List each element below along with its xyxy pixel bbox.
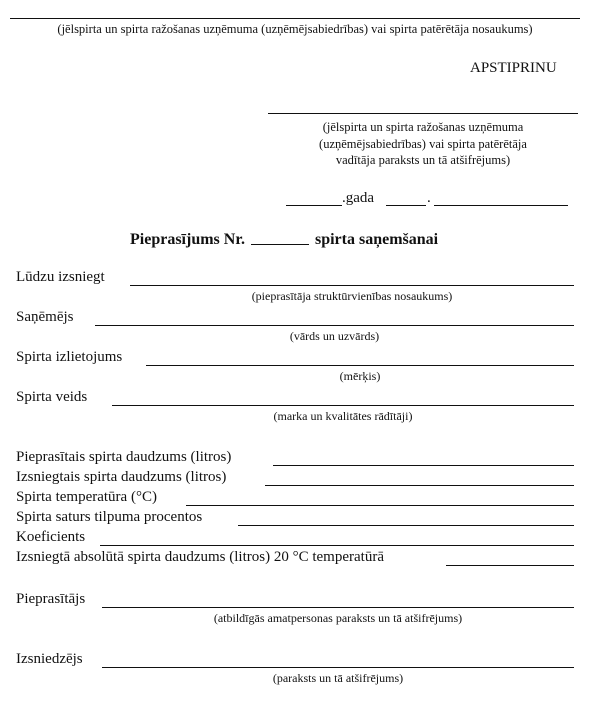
signature-caption-issuer: (paraksts un tā atšifrējums) bbox=[272, 671, 404, 685]
organization-caption: (jēlspirta un spirta ražošanas uzņēmuma (uzņēmējsabiedrības) vai spirta patērētāja nosaukums) bbox=[57, 22, 533, 36]
qty-line-issued[interactable] bbox=[265, 485, 574, 486]
date-dot: . bbox=[427, 190, 431, 206]
approval-caption-line3: vadītāja paraksts un tā atšifrējums) bbox=[335, 153, 511, 167]
qty-line-coefficient[interactable] bbox=[100, 545, 574, 546]
title-number-blank[interactable] bbox=[251, 230, 309, 245]
field-label-issue: Lūdzu izsniegt bbox=[16, 269, 105, 285]
organization-name-line[interactable] bbox=[10, 18, 580, 19]
field-caption-recipient: (vārds un uzvārds) bbox=[289, 329, 380, 343]
field-line-type[interactable] bbox=[112, 405, 574, 406]
approval-caption-line2: (uzņēmējsabiedrības) vai spirta patērētāja bbox=[319, 137, 527, 151]
signature-caption-requester: (atbildīgās amatpersonas paraksts un tā atšifrējums) bbox=[213, 611, 463, 625]
date-month-blank[interactable] bbox=[434, 205, 568, 206]
approval-signature-line[interactable] bbox=[268, 113, 578, 114]
signature-label-issuer: Izsniedzējs bbox=[16, 651, 83, 667]
field-caption-type: (marka un kvalitātes rādītāji) bbox=[273, 409, 413, 423]
date-year-label: .gada bbox=[342, 190, 375, 206]
field-caption-issue: (pieprasītāja struktūrvienības nosaukums) bbox=[251, 289, 453, 303]
signature-label-requester: Pieprasītājs bbox=[16, 591, 86, 607]
title-part1: Pieprasījums Nr. bbox=[130, 231, 245, 248]
qty-label-coefficient: Koeficients bbox=[16, 529, 86, 545]
field-line-usage[interactable] bbox=[146, 365, 574, 366]
document-title bbox=[130, 230, 438, 249]
approval-title: APSTIPRINU bbox=[470, 60, 557, 76]
qty-label-absolute: Izsniegtā absolūtā spirta daudzums (litros) 20 °C temperatūrā bbox=[16, 549, 384, 565]
date-day-blank[interactable] bbox=[386, 205, 426, 206]
qty-line-requested[interactable] bbox=[273, 465, 574, 466]
qty-label-issued: Izsniegtais spirta daudzums (litros) bbox=[16, 469, 227, 485]
field-label-usage: Spirta izlietojums bbox=[16, 349, 123, 365]
qty-label-requested: Pieprasītais spirta daudzums (litros) bbox=[16, 449, 232, 465]
date-year-blank[interactable] bbox=[286, 205, 342, 206]
field-line-recipient[interactable] bbox=[95, 325, 574, 326]
field-caption-usage: (mērķis) bbox=[339, 369, 381, 383]
approval-caption-line1: (jēlspirta un spirta ražošanas uzņēmuma bbox=[322, 120, 524, 134]
field-label-type: Spirta veids bbox=[16, 389, 88, 405]
qty-line-temperature[interactable] bbox=[186, 505, 574, 506]
qty-label-temperature: Spirta temperatūra (°C) bbox=[16, 489, 157, 505]
signature-line-issuer[interactable] bbox=[102, 667, 574, 668]
field-label-recipient: Saņēmējs bbox=[16, 309, 74, 325]
signature-line-requester[interactable] bbox=[102, 607, 574, 608]
qty-line-absolute[interactable] bbox=[446, 565, 574, 566]
qty-line-content[interactable] bbox=[238, 525, 574, 526]
qty-label-content: Spirta saturs tilpuma procentos bbox=[16, 509, 203, 525]
title-part2: spirta saņemšanai bbox=[314, 231, 439, 248]
field-line-issue[interactable] bbox=[130, 285, 574, 286]
